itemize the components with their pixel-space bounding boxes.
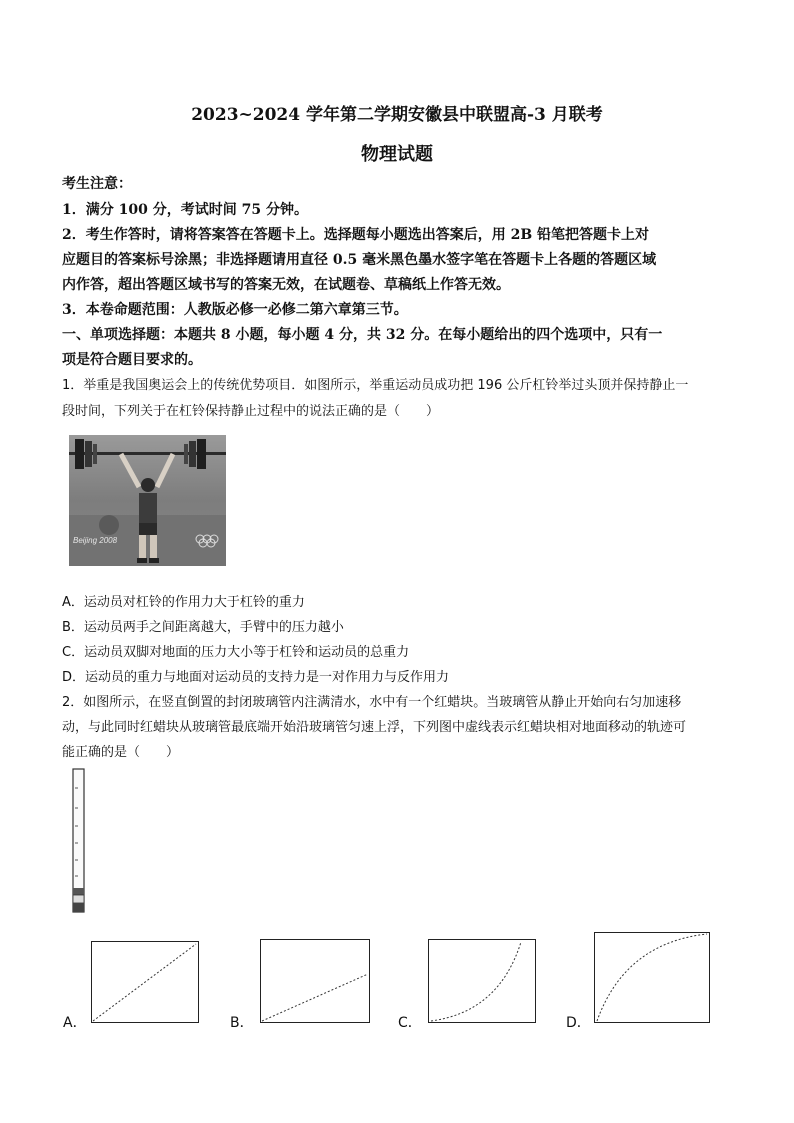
q2-stem-line3: 能正确的是（ ） xyxy=(62,745,180,760)
notice-item-2-cont: 应题目的答案标号涂黑；非选择题请用直径 0.5 毫米黑色墨水签字笔在答题卡上各题的答题区域 xyxy=(62,252,657,268)
q2-option-b-label: B． xyxy=(230,1015,254,1031)
q2-option-c-label: C． xyxy=(398,1015,422,1031)
section-heading-cont: 项是符合题目要求的。 xyxy=(62,352,202,368)
q2-stem-line2: 动，与此同时红蜡块从玻璃管最底端开始沿玻璃管匀速上浮，下列图中虚线表示红蜡块相对地面移动的轨迹可 xyxy=(62,720,687,735)
notice-item-3: 3．本卷命题范围：人教版必修一必修二第六章第三节。 xyxy=(62,302,408,318)
q1-stem-line2: 段时间，下列关于在杠铃保持静止过程中的说法正确的是（ ） xyxy=(62,404,440,419)
q2-option-a-label: A． xyxy=(63,1015,87,1031)
exam-title: 2023~2024 学年第二学期安徽县中联盟高-3 月联考 xyxy=(191,105,603,125)
notice-item-1: 1．满分 100 分，考试时间 75 分钟。 xyxy=(62,202,308,218)
q2-option-c-graph xyxy=(428,939,536,1023)
q1-option-b: B．运动员两手之间距离越大，手臂中的压力越小 xyxy=(62,620,344,635)
q2-option-d-label: D． xyxy=(566,1015,591,1031)
exam-subtitle: 物理试题 xyxy=(361,144,433,165)
q2-option-d-graph xyxy=(594,932,710,1023)
glass-tube-figure xyxy=(69,768,87,913)
q1-option-a: A．运动员对杠铃的作用力大于杠铃的重力 xyxy=(62,595,305,610)
q2-option-b-graph xyxy=(260,939,370,1023)
q2-stem-line1: 2．如图所示，在竖直倒置的封闭玻璃管内注满清水，水中有一个红蜡块。当玻璃管从静止开始向右匀加速移 xyxy=(62,695,682,710)
q1-stem-line1: 1．举重是我国奥运会上的传统优势项目．如图所示，举重运动员成功把 196 公斤杠铃举过头顶并保持静止一 xyxy=(62,378,689,393)
section-heading: 一、单项选择题：本题共 8 小题，每小题 4 分，共 32 分。在每小题给出的四个选项中，只有一 xyxy=(62,327,663,343)
photo-caption: Beijing 2008 xyxy=(73,536,118,545)
q1-option-c: C．运动员双脚对地面的压力大小等于杠铃和运动员的总重力 xyxy=(62,645,410,660)
q2-option-a-graph xyxy=(91,941,199,1023)
q1-option-d: D．运动员的重力与地面对运动员的支持力是一对作用力与反作用力 xyxy=(62,670,450,685)
notice-heading: 考生注意： xyxy=(62,176,132,192)
weightlifter-photo xyxy=(69,435,226,566)
notice-item-2-cont2: 内作答，超出答题区域书写的答案无效，在试题卷、草稿纸上作答无效。 xyxy=(62,277,510,293)
notice-item-2: 2．考生作答时，请将答案答在答题卡上。选择题每小题选出答案后，用 2B 铅笔把答题卡上对 xyxy=(62,227,650,243)
